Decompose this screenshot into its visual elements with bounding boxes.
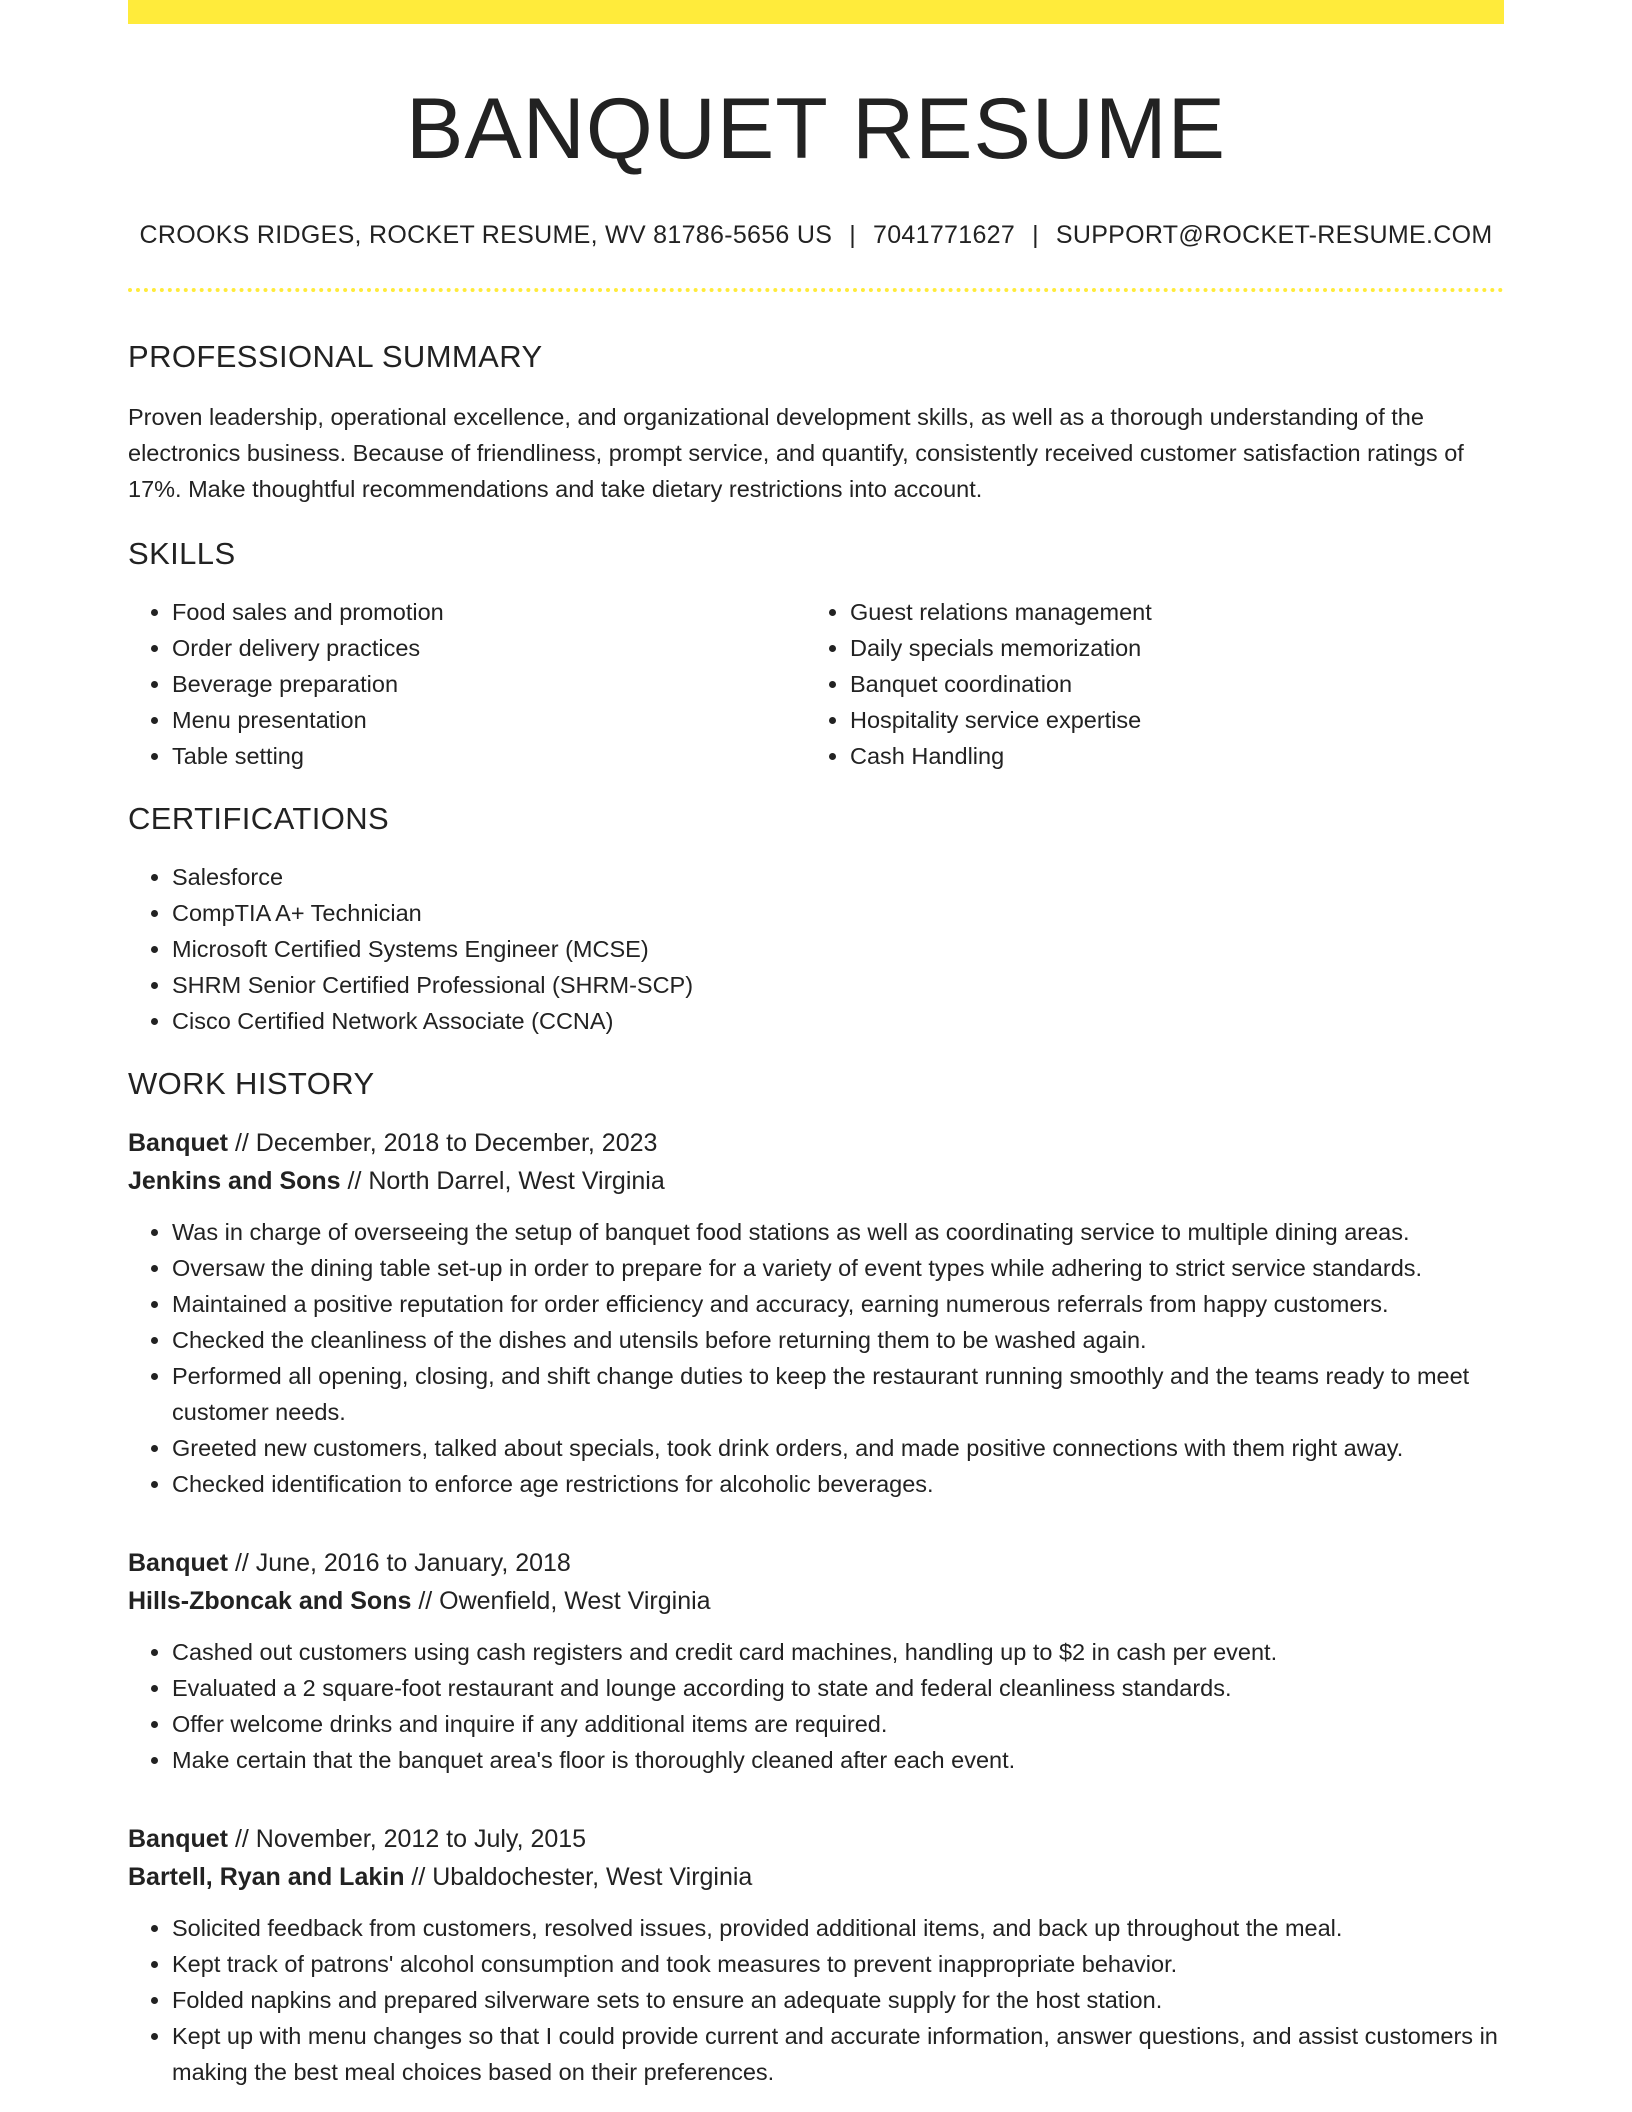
job-duties-list (128, 1214, 1504, 1502)
skill-item: • Hospitality service expertise (850, 702, 1484, 738)
summary-section (128, 338, 1504, 507)
skill-item: • Order delivery practices (172, 630, 806, 666)
skill-item: • Banquet coordination (850, 666, 1484, 702)
contact-line (128, 221, 1504, 250)
job-duty-item: • Folded napkins and prepared silverware sets to ensure an adequate supply for the host station. (172, 1982, 1504, 2018)
job-dates: // June, 2016 to January, 2018 (228, 1549, 571, 1578)
skills-grid (128, 594, 1504, 774)
skill-item: • Beverage preparation (172, 666, 806, 702)
certification-item: • Microsoft Certified Systems Engineer (MCSE) (172, 931, 1504, 967)
skill-item: • Daily specials memorization (850, 630, 1484, 666)
job-company-line (128, 1858, 1504, 1896)
job-role: Banquet (128, 1129, 228, 1158)
skill-item: • Guest relations management (850, 594, 1484, 630)
summary-text: Proven leadership, operational excellence, and organizational development skills, as well as a thorough understanding of the electronics business. Because of friendliness, prompt service, and quantify, consistently received customer satisfaction ratings of 17%. Make thoughtful recommendations and take dietary restrictions into account. (128, 403, 1464, 502)
resume-title: BANQUET RESUME (406, 81, 1226, 177)
job-duty-item: • Checked identification to enforce age restrictions for alcoholic beverages. (172, 1466, 1504, 1502)
skill-item: • Cash Handling (850, 738, 1484, 774)
work-history-section (128, 1065, 1504, 2090)
skill-item: • Menu presentation (172, 702, 806, 738)
job-duty-item: • Was in charge of overseeing the setup of banquet food stations as well as coordinating service to multiple dining areas. (172, 1214, 1504, 1250)
job-duty-item: • Oversaw the dining table set-up in order to prepare for a variety of event types while adhering to strict service standards. (172, 1250, 1504, 1286)
job-duty-item: • Checked the cleanliness of the dishes and utensils before returning them to be washed again. (172, 1322, 1504, 1358)
job-dates: // November, 2012 to July, 2015 (228, 1825, 587, 1854)
job-entry (128, 1544, 1504, 1778)
job-duty-item: • Maintained a positive reputation for order efficiency and accuracy, earning numerous referrals from happy customers. (172, 1286, 1504, 1322)
job-duty-item: • Kept up with menu changes so that I could provide current and accurate information, answer questions, and assist customers in making the best meal choices based on their preferences. (172, 2018, 1504, 2090)
certification-item: • CompTIA A+ Technician (172, 895, 1504, 931)
contact-phone: 7041771627 (873, 220, 1016, 249)
resume-page (128, 0, 1504, 2090)
job-role-line (128, 1544, 1504, 1582)
certification-item: • SHRM Senior Certified Professional (SHRM-SCP) (172, 967, 1504, 1003)
job-entry (128, 1820, 1504, 2090)
job-location: // Ubaldochester, West Virginia (404, 1863, 753, 1892)
dotted-divider (128, 288, 1504, 292)
top-accent-bar (128, 0, 1504, 24)
job-duty-item: • Kept track of patrons' alcohol consumption and took measures to prevent inappropriate behavior. (172, 1946, 1504, 1982)
certification-item: • Cisco Certified Network Associate (CCNA) (172, 1003, 1504, 1039)
job-location: // North Darrel, West Virginia (340, 1167, 665, 1196)
certifications-heading: CERTIFICATIONS (128, 800, 390, 836)
skill-item: • Table setting (172, 738, 806, 774)
job-role-line (128, 1820, 1504, 1858)
job-duty-item: • Make certain that the banquet area's floor is thoroughly cleaned after each event. (172, 1742, 1504, 1778)
job-entry (128, 1124, 1504, 1502)
job-role-line (128, 1124, 1504, 1162)
job-company-line (128, 1162, 1504, 1200)
job-duties-list (128, 1910, 1504, 2090)
job-company-line (128, 1582, 1504, 1620)
certification-item: • Salesforce (172, 859, 1504, 895)
skill-item: • Food sales and promotion (172, 594, 806, 630)
skills-section (128, 535, 1504, 774)
job-duty-item: • Solicited feedback from customers, resolved issues, provided additional items, and back up throughout the meal. (172, 1910, 1504, 1946)
job-duty-item: • Offer welcome drinks and inquire if any additional items are required. (172, 1706, 1504, 1742)
job-company: Bartell, Ryan and Lakin (128, 1863, 405, 1892)
job-role: Banquet (128, 1549, 228, 1578)
job-role: Banquet (128, 1825, 228, 1854)
job-duty-item: • Cashed out customers using cash registers and credit card machines, handling up to $2 in cash per event. (172, 1634, 1504, 1670)
job-company: Hills-Zboncak and Sons (128, 1587, 412, 1616)
work-history-heading: WORK HISTORY (128, 1066, 375, 1102)
skills-list-right (806, 594, 1484, 774)
skills-heading: SKILLS (128, 535, 236, 571)
skills-list-left (128, 594, 806, 774)
job-dates: // December, 2018 to December, 2023 (228, 1129, 658, 1158)
job-duty-item: • Greeted new customers, talked about specials, took drink orders, and made positive connections with them right away. (172, 1430, 1504, 1466)
job-company: Jenkins and Sons (128, 1167, 341, 1196)
job-duty-item: • Evaluated a 2 square-foot restaurant and lounge according to state and federal cleanliness standards. (172, 1670, 1504, 1706)
contact-separator: | (849, 220, 857, 249)
job-duty-item: • Performed all opening, closing, and shift change duties to keep the restaurant running smoothly and the teams ready to meet customer needs. (172, 1358, 1504, 1430)
contact-address: CROOKS RIDGES, ROCKET RESUME, WV 81786-5656 US (139, 220, 833, 249)
job-duties-list (128, 1634, 1504, 1778)
certifications-section (128, 800, 1504, 1039)
certifications-list (128, 859, 1504, 1039)
summary-heading: PROFESSIONAL SUMMARY (128, 338, 543, 374)
contact-email: SUPPORT@ROCKET-RESUME.COM (1055, 220, 1493, 249)
contact-separator: | (1032, 220, 1039, 249)
job-location: // Owenfield, West Virginia (411, 1587, 711, 1616)
jobs-container (128, 1124, 1504, 2090)
